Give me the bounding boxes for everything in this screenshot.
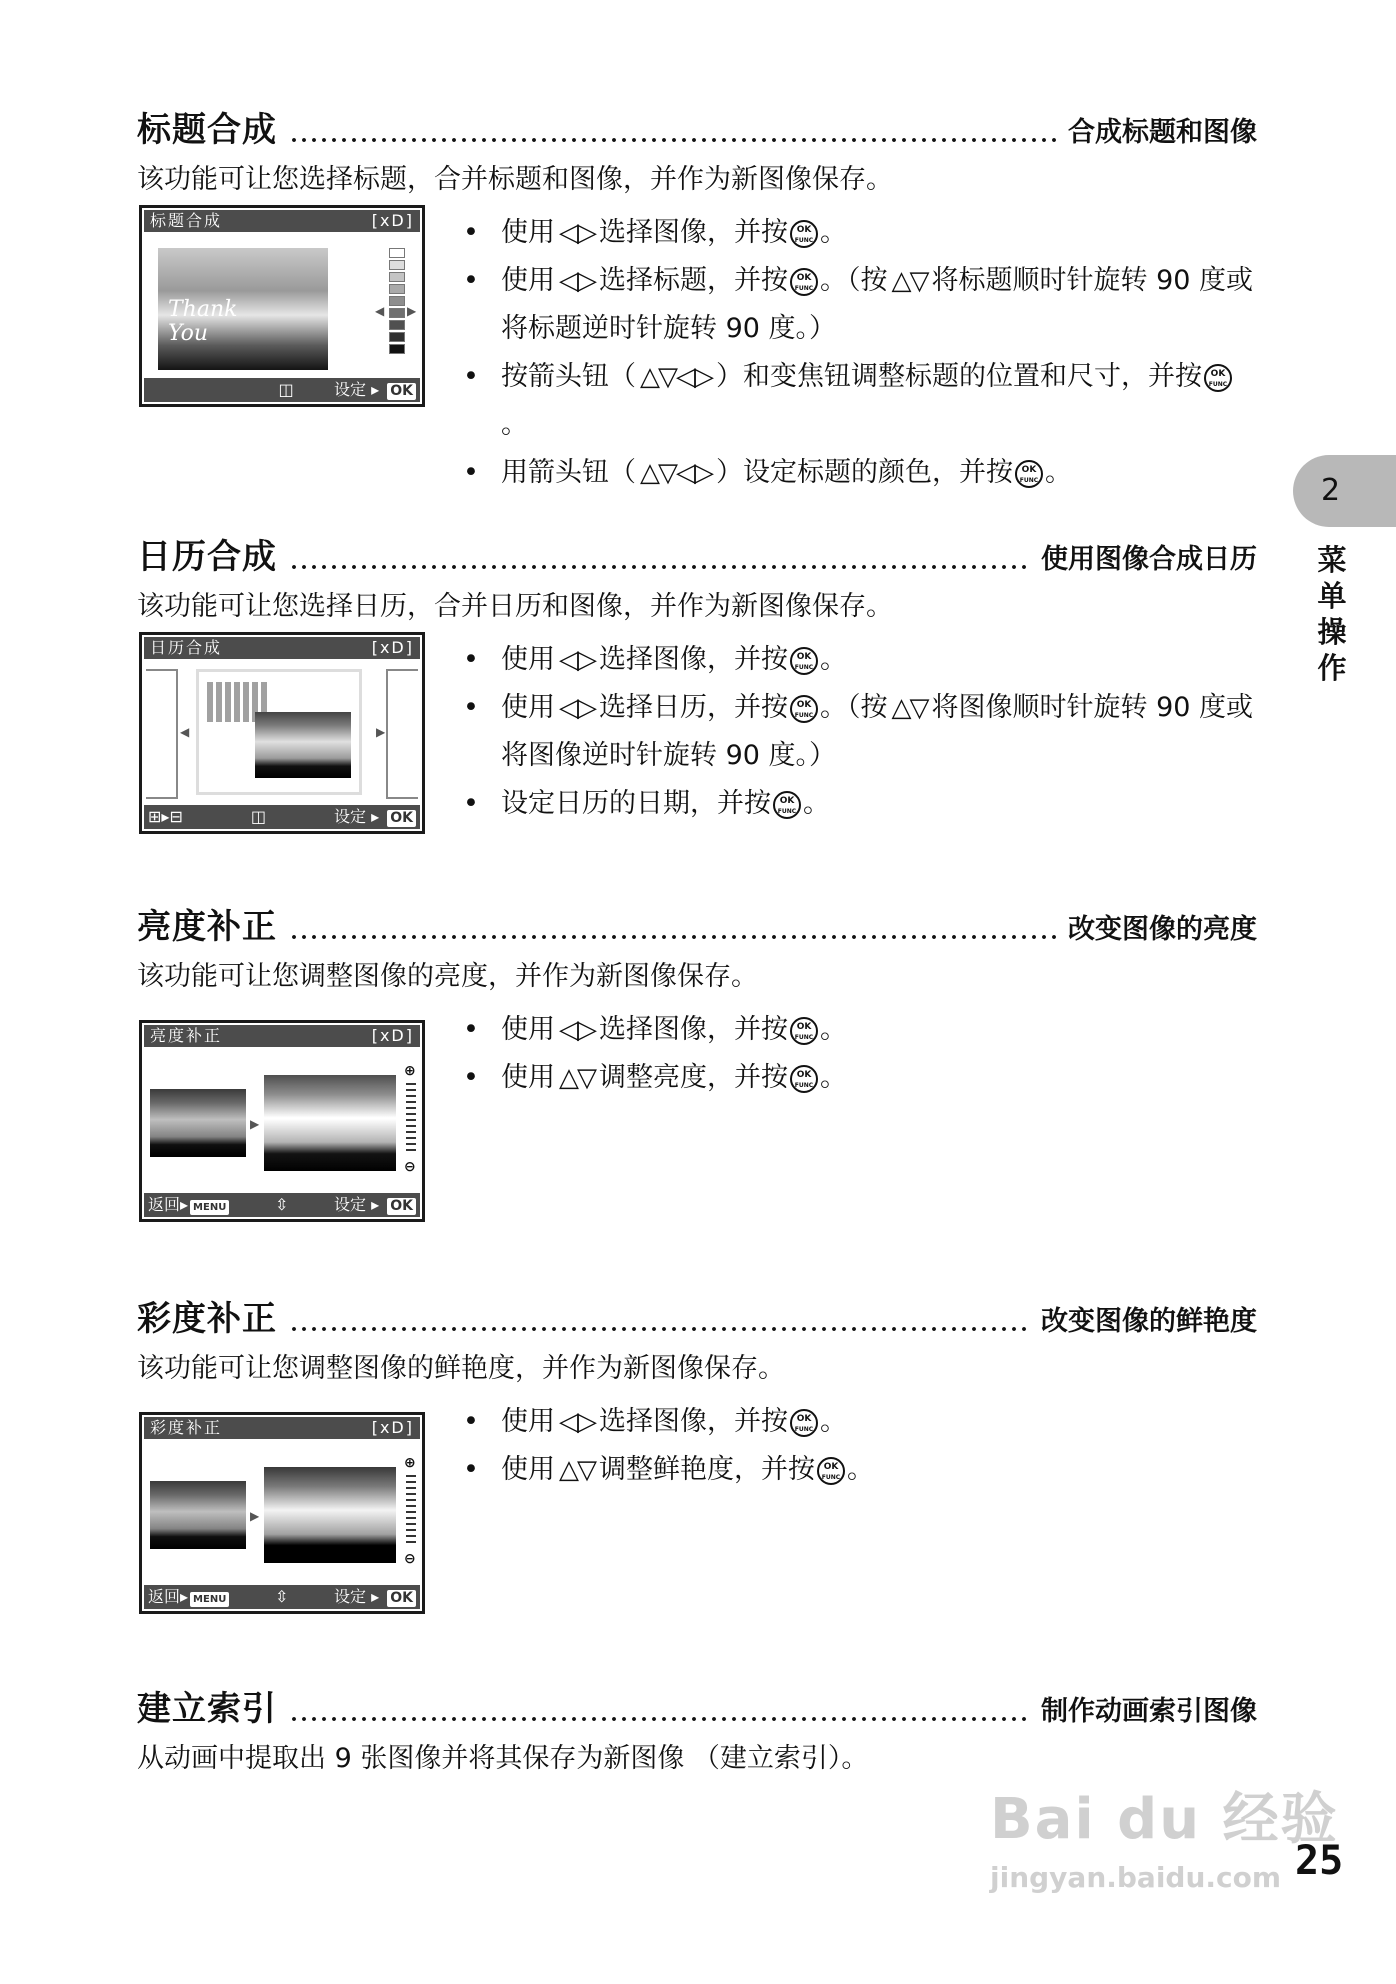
screen-bottom-bar bbox=[144, 1585, 420, 1609]
section-heading bbox=[137, 902, 1257, 948]
select-icon: ◫ bbox=[250, 807, 266, 826]
section-heading bbox=[137, 1684, 1257, 1730]
level-slider[interactable] bbox=[406, 1083, 416, 1155]
up-down-button-icon: △▽ bbox=[559, 1455, 595, 1485]
screen-bottom-bar bbox=[144, 805, 420, 829]
minus-icon: ⊖ bbox=[404, 1551, 416, 1567]
section-subtitle: 使用图像合成日历 bbox=[1041, 544, 1257, 575]
ok-func-button-icon: OK FUNC bbox=[790, 647, 818, 675]
menu-button-icon: MENU bbox=[190, 1592, 229, 1607]
set-control bbox=[334, 1585, 416, 1609]
arrow-right-icon: ▸ bbox=[180, 1587, 189, 1606]
set-control bbox=[334, 378, 416, 402]
right-arrow-icon: ▶ bbox=[376, 725, 386, 739]
arrow-right-icon: ▸ bbox=[371, 1587, 380, 1606]
leader-dots bbox=[289, 137, 1056, 143]
instruction-item: • 使用 ◁▷ 选择图像，并按 OK FUNC 。 bbox=[459, 636, 1259, 684]
arrow-right-icon: ▸ bbox=[371, 807, 380, 826]
leader-dots bbox=[289, 1716, 1029, 1722]
minus-icon: ⊖ bbox=[404, 1159, 416, 1175]
left-arrow-icon: ◀ bbox=[375, 304, 385, 318]
left-right-button-icon: ◁▷ bbox=[559, 218, 595, 248]
arrow-pad-icon: △▽◁▷ bbox=[640, 458, 712, 488]
instruction-item: • 用箭头钮（ △▽◁▷ ）设定标题的颜色，并按 OK FUNC 。 bbox=[459, 449, 1259, 497]
camera-screen bbox=[139, 1412, 425, 1614]
screen-title-bar bbox=[144, 637, 420, 659]
section-title-composite bbox=[137, 105, 1257, 488]
next-frame bbox=[386, 669, 418, 799]
back-label: 返回 bbox=[148, 1195, 181, 1214]
set-label: 设定 bbox=[334, 1587, 367, 1606]
section-subtitle: 改变图像的鲜艳度 bbox=[1041, 1306, 1257, 1337]
screen-title-bar bbox=[144, 1025, 420, 1047]
instruction-item: • 使用 △▽ 调整鲜艳度，并按 OK FUNC 。 bbox=[459, 1446, 1259, 1494]
set-control bbox=[334, 805, 416, 829]
up-down-button-icon: △▽ bbox=[559, 1063, 595, 1093]
chapter-label: 菜单操作 bbox=[1317, 543, 1347, 685]
ok-func-button-icon: OK FUNC bbox=[1015, 460, 1043, 488]
instruction-item: • 使用 △▽ 调整亮度，并按 OK FUNC 。 bbox=[459, 1054, 1259, 1102]
section-intro: 该功能可让您调整图像的鲜艳度，并作为新图像保存。 bbox=[137, 1353, 785, 1384]
section-heading bbox=[137, 1294, 1257, 1340]
up-down-button-icon: △▽ bbox=[891, 266, 928, 296]
preview-thumbnail bbox=[264, 1075, 396, 1171]
section-subtitle: 改变图像的亮度 bbox=[1068, 914, 1257, 945]
level-slider[interactable] bbox=[406, 1475, 416, 1547]
screen-title: 标题合成 bbox=[150, 211, 223, 230]
up-down-icon: ⇳ bbox=[274, 1587, 289, 1606]
up-down-icon: ⇳ bbox=[274, 1195, 289, 1214]
ok-func-button-icon: OK FUNC bbox=[1204, 364, 1232, 392]
prev-frame bbox=[146, 669, 178, 799]
plus-icon: ⊕ bbox=[404, 1455, 416, 1471]
move-icon: ◫ bbox=[278, 380, 294, 399]
instruction-list bbox=[459, 209, 1259, 497]
screen-title: 彩度补正 bbox=[150, 1418, 223, 1437]
section-saturation bbox=[137, 1294, 1257, 1606]
card-indicator: [xD] bbox=[371, 1418, 414, 1437]
section-title: 彩度补正 bbox=[137, 1299, 277, 1339]
card-indicator: [xD] bbox=[371, 638, 414, 657]
instruction-item: • 使用 ◁▷ 选择日历，并按 OK FUNC 。（按 △▽ 将图像顺时针旋转 90 度或将图像逆时针旋转 90 度。） bbox=[459, 684, 1259, 780]
ok-func-button-icon: OK FUNC bbox=[790, 1017, 818, 1045]
set-label: 设定 bbox=[334, 807, 367, 826]
ok-func-button-icon: OK FUNC bbox=[790, 695, 818, 723]
arrow-right-icon: ▸ bbox=[371, 380, 380, 399]
ok-func-button-icon: OK FUNC bbox=[790, 1065, 818, 1093]
left-right-button-icon: ◁▷ bbox=[559, 1015, 595, 1045]
arrow-right-icon: ▸ bbox=[180, 1195, 189, 1214]
left-arrow-icon: ◀ bbox=[180, 725, 190, 739]
section-calendar-composite bbox=[137, 532, 1257, 826]
section-title: 日历合成 bbox=[137, 537, 277, 577]
instruction-item: • 使用 ◁▷ 选择图像，并按 OK FUNC 。 bbox=[459, 1398, 1259, 1446]
left-right-button-icon: ◁▷ bbox=[559, 645, 595, 675]
camera-screen bbox=[139, 1020, 425, 1222]
set-label: 设定 bbox=[334, 380, 367, 399]
menu-button-icon: MENU bbox=[190, 1200, 229, 1215]
instruction-list bbox=[459, 1398, 1259, 1494]
baidu-watermark bbox=[990, 1775, 1339, 1894]
left-right-button-icon: ◁▷ bbox=[559, 1407, 595, 1437]
section-index bbox=[137, 1684, 1257, 1778]
plus-icon: ⊕ bbox=[404, 1063, 416, 1079]
arrow-right-icon: ▸ bbox=[371, 1195, 380, 1214]
section-title: 标题合成 bbox=[137, 110, 277, 150]
set-control bbox=[334, 1193, 416, 1217]
right-arrow-icon: ▶ bbox=[250, 1117, 260, 1131]
section-subtitle: 合成标题和图像 bbox=[1068, 117, 1257, 148]
screen-title: 日历合成 bbox=[150, 638, 223, 657]
section-subtitle: 制作动画索引图像 bbox=[1041, 1696, 1257, 1727]
ok-button-icon: OK bbox=[387, 1590, 416, 1607]
rotate-layout-icon: ⊞▸⊟ bbox=[148, 807, 183, 826]
instruction-item: • 使用 ◁▷ 选择图像，并按 OK FUNC 。 bbox=[459, 209, 1259, 257]
instruction-item: • 设定日历的日期，并按 OK FUNC 。 bbox=[459, 780, 1259, 828]
screen-title: 亮度补正 bbox=[150, 1026, 223, 1045]
leader-dots bbox=[289, 564, 1029, 570]
ok-func-button-icon: OK FUNC bbox=[790, 220, 818, 248]
card-indicator: [xD] bbox=[371, 211, 414, 230]
ok-func-button-icon: OK FUNC bbox=[773, 791, 801, 819]
instruction-item: • 按箭头钮（ △▽◁▷ ）和变焦钮调整标题的位置和尺寸，并按 OK FUNC。 bbox=[459, 353, 1259, 449]
screen-bottom-bar bbox=[144, 378, 420, 402]
page-number: 25 bbox=[1295, 1838, 1344, 1884]
section-title: 建立索引 bbox=[137, 1689, 277, 1729]
leader-dots bbox=[289, 1326, 1029, 1332]
preview-thumbnail bbox=[264, 1467, 396, 1563]
photo-thumbnail bbox=[158, 248, 328, 370]
section-brightness bbox=[137, 902, 1257, 1214]
arrow-pad-icon: △▽◁▷ bbox=[640, 362, 712, 392]
screen-title-bar bbox=[144, 210, 420, 232]
section-intro: 该功能可让您调整图像的亮度，并作为新图像保存。 bbox=[137, 961, 758, 992]
ok-func-button-icon: OK FUNC bbox=[790, 1409, 818, 1437]
camera-screen bbox=[139, 632, 425, 834]
back-label: 返回 bbox=[148, 1587, 181, 1606]
left-right-button-icon: ◁▷ bbox=[559, 693, 595, 723]
ok-func-button-icon: OK FUNC bbox=[817, 1457, 845, 1485]
back-control bbox=[148, 1193, 229, 1217]
section-heading bbox=[137, 105, 1257, 151]
watermark-url: jingyan.baidu.com bbox=[990, 1861, 1282, 1894]
left-right-button-icon: ◁▷ bbox=[559, 266, 595, 296]
instruction-list bbox=[459, 1006, 1259, 1102]
screen-title-bar bbox=[144, 1417, 420, 1439]
chapter-tab: 2 bbox=[1293, 455, 1396, 527]
up-down-button-icon: △▽ bbox=[891, 693, 928, 723]
right-arrow-icon: ▶ bbox=[250, 1509, 260, 1523]
watermark-logo: Bai du 经验 bbox=[990, 1787, 1339, 1852]
color-gauge bbox=[389, 248, 405, 356]
back-control bbox=[148, 1585, 229, 1609]
screen-bottom-bar bbox=[144, 1193, 420, 1217]
section-intro: 从动画中提取出 9 张图像并将其保存为新图像 （建立索引）。 bbox=[137, 1743, 869, 1774]
original-thumbnail bbox=[150, 1089, 246, 1157]
section-title: 亮度补正 bbox=[137, 907, 277, 947]
section-intro: 该功能可让您选择标题，合并标题和图像，并作为新图像保存。 bbox=[137, 164, 893, 195]
leader-dots bbox=[289, 934, 1056, 940]
section-heading bbox=[137, 532, 1257, 578]
calendar-frame bbox=[196, 669, 362, 795]
set-label: 设定 bbox=[334, 1195, 367, 1214]
ok-button-icon: OK bbox=[387, 810, 416, 827]
instruction-item: • 使用 ◁▷ 选择标题，并按 OK FUNC 。（按 △▽ 将标题顺时针旋转 90 度或将标题逆时针旋转 90 度。） bbox=[459, 257, 1259, 353]
ok-func-button-icon: OK FUNC bbox=[790, 268, 818, 296]
section-intro: 该功能可让您选择日历，合并日历和图像，并作为新图像保存。 bbox=[137, 591, 893, 622]
instruction-list bbox=[459, 636, 1259, 828]
camera-screen bbox=[139, 205, 425, 407]
ok-button-icon: OK bbox=[387, 383, 416, 400]
ok-button-icon: OK bbox=[387, 1198, 416, 1215]
original-thumbnail bbox=[150, 1481, 246, 1549]
photo-overlay-text: Thank You bbox=[168, 297, 238, 346]
calendar-photo bbox=[255, 712, 351, 778]
right-arrow-icon: ▶ bbox=[407, 304, 417, 318]
instruction-item: • 使用 ◁▷ 选择图像，并按 OK FUNC 。 bbox=[459, 1006, 1259, 1054]
card-indicator: [xD] bbox=[371, 1026, 414, 1045]
